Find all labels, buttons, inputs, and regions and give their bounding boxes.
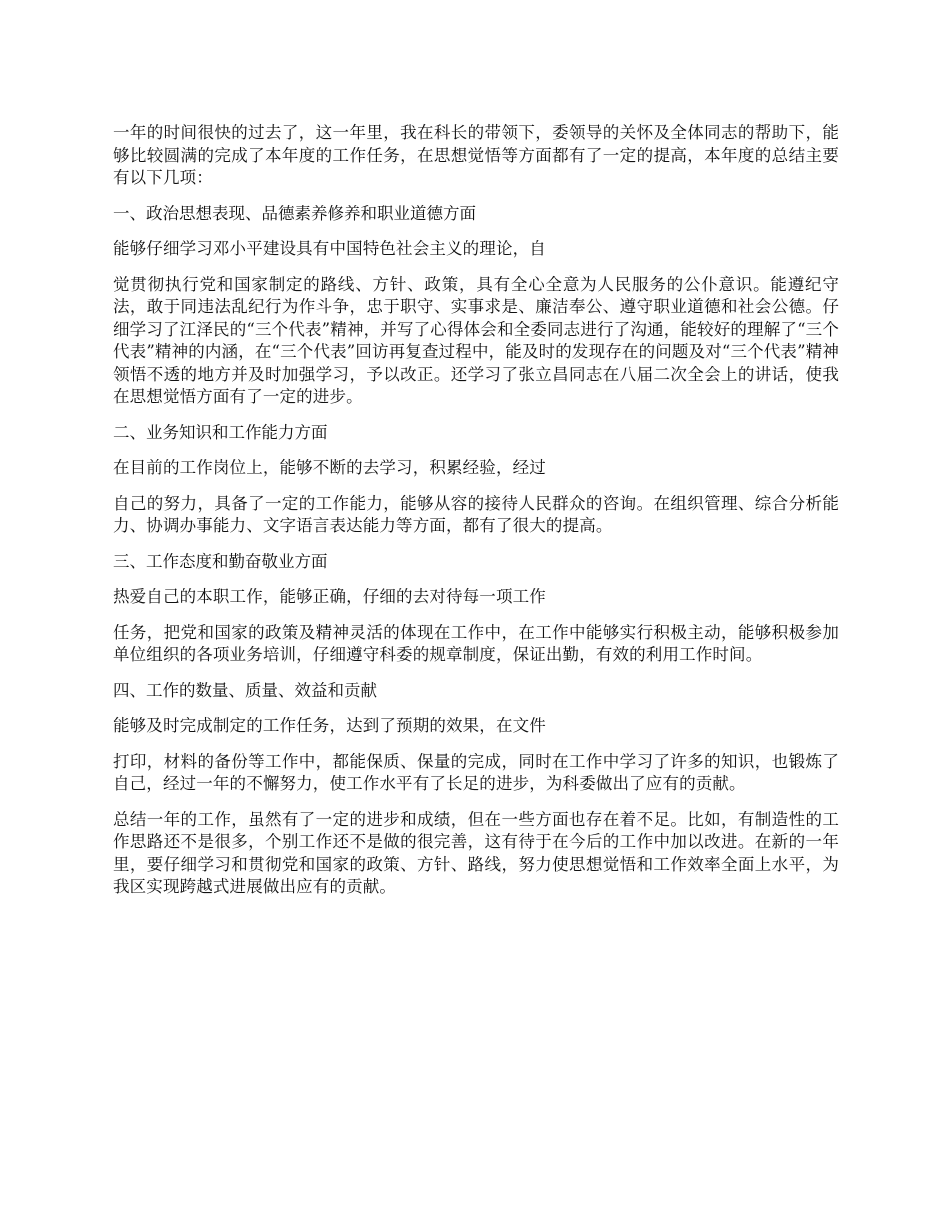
section-4-heading: 四、工作的数量、质量、效益和贡献 <box>113 680 377 700</box>
section-1-lead: 能够仔细学习邓小平建设具有中国特色社会主义的理论，自 <box>113 239 546 258</box>
section-4-lead: 能够及时完成制定的工作任务，达到了预期的效果，在文件 <box>113 716 546 735</box>
section-2-lead: 在目前的工作岗位上，能够不断的去学习，积累经验，经过 <box>113 458 546 477</box>
conclusion-paragraph: 总结一年的工作，虽然有了一定的进步和成绩，但在一些方面也存在着不足。比如，有制造性的工作思路还不是很多，个别工作还不是做的很完善，这有待于在今后的工作中加以改进。在新的一年里，要仔细学习和贯彻党和国家的政策、方针、路线，努力使思想觉悟和工作效率全面上水平，为我区实现跨越式进展做出应有的贡献。 <box>113 809 839 896</box>
section-3-lead: 热爱自己的本职工作，能够正确，仔细的去对待每一项工作 <box>113 587 546 606</box>
section-3-body: 任务，把党和国家的政策及精神灵活的体现在工作中，在工作中能够实行积极主动，能够积极参加单位组织的各项业务培训，仔细遵守科委的规章制度，保证出勤，有效的利用工作时间。 <box>113 622 839 664</box>
section-2-heading: 二、业务知识和工作能力方面 <box>113 422 328 442</box>
section-1-heading: 一、政治思想表现、品德素养修养和职业道德方面 <box>113 203 476 223</box>
document-page <box>113 122 839 912</box>
section-4-body: 打印，材料的备份等工作中，都能保质、保量的完成，同时在工作中学习了许多的知识，也锻炼了自己，经过一年的不懈努力，使工作水平有了长足的进步，为科委做出了应有的贡献。 <box>113 751 839 793</box>
intro-paragraph: 一年的时间很快的过去了，这一年里，我在科长的带领下，委领导的关怀及全体同志的帮助下，能够比较圆满的完成了本年度的工作任务，在思想觉悟等方面都有了一定的提高，本年度的总结主要有以下几项： <box>113 123 839 187</box>
section-3-heading: 三、工作态度和勤奋敬业方面 <box>113 551 328 571</box>
section-2-body: 自己的努力，具备了一定的工作能力，能够从容的接待人民群众的咨询。在组织管理、综合分析能力、协调办事能力、文字语言表达能力等方面，都有了很大的提高。 <box>113 493 839 535</box>
section-1-body: 觉贯彻执行党和国家制定的路线、方针、政策，具有全心全意为人民服务的公仆意识。能遵纪守法，敢于同违法乱纪行为作斗争，忠于职守、实事求是、廉洁奉公、遵守职业道德和社会公德。仔细学习了江泽民的“三个代表”精神，并写了心得体会和全委同志进行了沟通，能较好的理解了“三个代表”精神的内涵，在“三个代表”回访再复查过程中，能及时的发现存在的问题及对“三个代表”精神领悟不透的地方并及时加强学习，予以改正。还学习了张立昌同志在八届二次全会上的讲话，使我在思想觉悟方面有了一定的进步。 <box>113 274 839 406</box>
